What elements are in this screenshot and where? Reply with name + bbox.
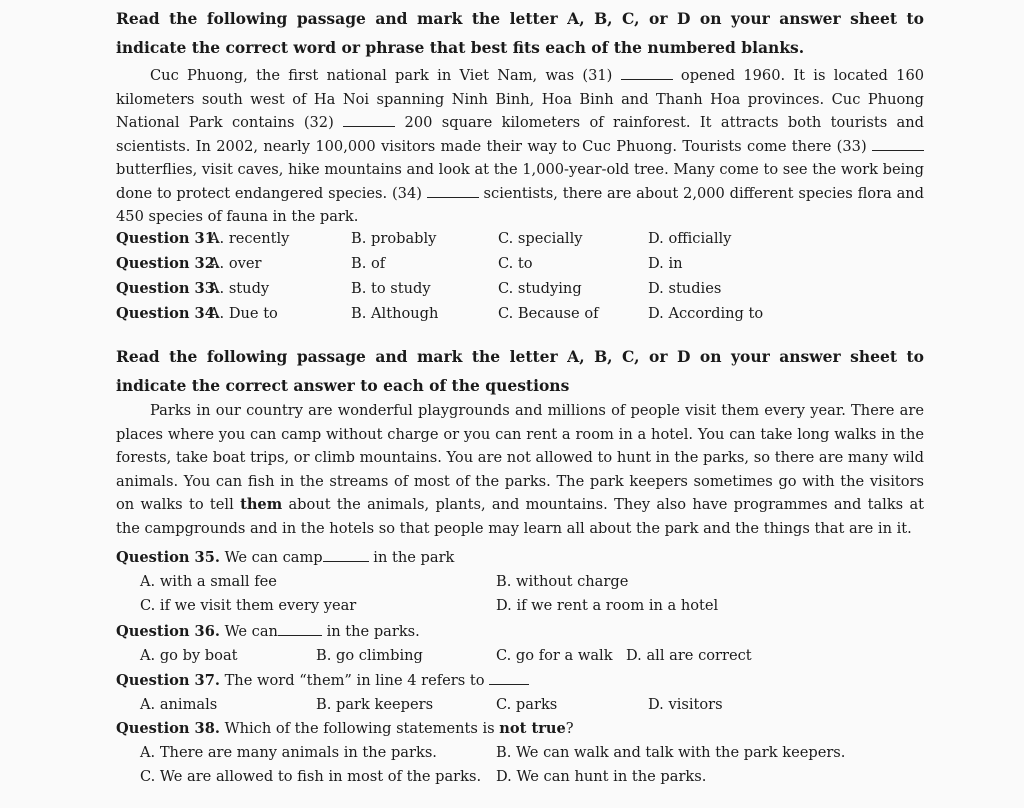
question-label: Question 32.	[116, 255, 220, 272]
option-c: C. Because of	[498, 305, 599, 322]
question-row-34	[116, 302, 916, 326]
option-c: C. parks	[496, 696, 558, 713]
option-b: B. probably	[351, 230, 437, 247]
option-b: B. go climbing	[316, 647, 423, 664]
question-row-32	[116, 252, 916, 276]
question-stem-bold: not true	[499, 720, 566, 737]
passage-text: butterflies, visit caves, hike mountains and look at the 1,000-year-old tree. Many come to see the work being done to protect endangered species. (34)	[116, 161, 924, 202]
blank-34	[427, 182, 479, 198]
question-row-33	[116, 277, 916, 301]
question-stem-after: in the parks.	[326, 623, 420, 640]
option-a: A. with a small fee	[140, 573, 277, 590]
option-a: A. recently	[209, 230, 290, 247]
question-stem: We can	[224, 623, 278, 640]
option-c: C. studying	[498, 280, 582, 297]
question-36	[116, 620, 924, 644]
option-d: D. officially	[648, 230, 732, 247]
blank-33	[872, 135, 924, 151]
question-label: Question 34.	[116, 305, 220, 322]
option-d: D. in	[648, 255, 683, 272]
passage-text: opened 1960. It is located 160 kilometers south west of Ha Noi spanning Ninh Binh, Hoa Binh and Thanh Hoa provinces. Cuc Phuong National Park contains (32)	[116, 67, 925, 131]
section2-passage	[116, 399, 924, 540]
blank-32	[343, 111, 395, 127]
question-stem: We can camp	[224, 549, 323, 566]
option-b: B. Although	[351, 305, 439, 322]
option-c: C. go for a walk	[496, 647, 613, 664]
option-b: B. to study	[351, 280, 431, 297]
option-b: B. of	[351, 255, 386, 272]
question-row-31	[116, 227, 916, 251]
passage-text: 200 square kilometers of rainforest. It attracts both tourists and scientists. In 2002, nearly 100,000 visitors made their way to Cuc Phuong. Tourists come there (33)	[116, 114, 925, 155]
question-37	[116, 669, 924, 693]
question-38	[116, 717, 924, 741]
section1-instruction: Read the following passage and mark the letter A, B, C, or D on your answer sheet to indicate the correct word or phrase that best fits each of the numbered blanks.	[116, 9, 924, 57]
question-stem: Which of the following statements is	[224, 720, 495, 737]
question-stem-after: ?	[565, 720, 574, 737]
question-stem: The word “them” in line 4 refers to	[224, 672, 485, 689]
option-d: D. all are correct	[626, 647, 752, 664]
question-35	[116, 546, 924, 570]
option-a: A. Due to	[209, 305, 278, 322]
option-d: D. if we rent a room in a hotel	[496, 597, 719, 614]
blank-36	[278, 620, 322, 636]
question-label: Question 33.	[116, 280, 220, 297]
option-b: B. without charge	[496, 573, 629, 590]
question-label: Question 36.	[116, 623, 220, 640]
question-label: Question 35.	[116, 549, 220, 566]
section2-instruction: Read the following passage and mark the letter A, B, C, or D on your answer sheet to indicate the correct answer to each of the questions	[116, 347, 924, 395]
question-label: Question 31.	[116, 230, 220, 247]
passage-text: scientists, there are about 2,000 different species flora and 450 species of fauna in the park.	[116, 184, 925, 225]
option-c: C. to	[498, 255, 533, 272]
blank-37	[489, 669, 529, 685]
passage-text: about the animals, plants, and mountains. They also have programmes and talks at the campgrounds and in the hotels so that people may learn all about the park and the things that are in it.	[116, 496, 925, 537]
option-b: B. park keepers	[316, 696, 434, 713]
section1-passage	[116, 64, 924, 229]
option-a: A. animals	[140, 696, 218, 713]
question-label: Question 37.	[116, 672, 220, 689]
passage-text: Parks in our country are wonderful playgrounds and millions of people visit them every year. There are places where you can camp without charge or you can rent a room in a hotel. You can take long walks in the forests, take boat trips, or climb mountains. You are not allowed to hunt in the parks, so there are many wild animals. You can fish in the streams of most of the parks. The park keepers sometimes go with the visitors on walks to tell	[116, 402, 924, 513]
option-d: D. studies	[648, 280, 722, 297]
option-a: A. go by boat	[140, 647, 238, 664]
blank-35	[323, 546, 369, 562]
option-a: A. There are many animals in the parks.	[140, 744, 437, 761]
option-c: C. specially	[498, 230, 583, 247]
option-a: A. study	[209, 280, 270, 297]
option-a: A. over	[209, 255, 262, 272]
passage-text: Cuc Phuong, the first national park in Viet Nam, was (31)	[150, 67, 613, 84]
option-d: D. visitors	[648, 696, 723, 713]
passage-bold-word: them	[240, 496, 283, 513]
option-c: C. if we visit them every year	[140, 597, 357, 614]
option-b: B. We can walk and talk with the park keepers.	[496, 744, 846, 761]
option-d: D. According to	[648, 305, 764, 322]
option-c: C. We are allowed to fish in most of the parks.	[140, 768, 482, 785]
blank-31	[621, 64, 673, 80]
question-stem-after: in the park	[373, 549, 455, 566]
question-label: Question 38.	[116, 720, 220, 737]
option-d: D. We can hunt in the parks.	[496, 768, 707, 785]
